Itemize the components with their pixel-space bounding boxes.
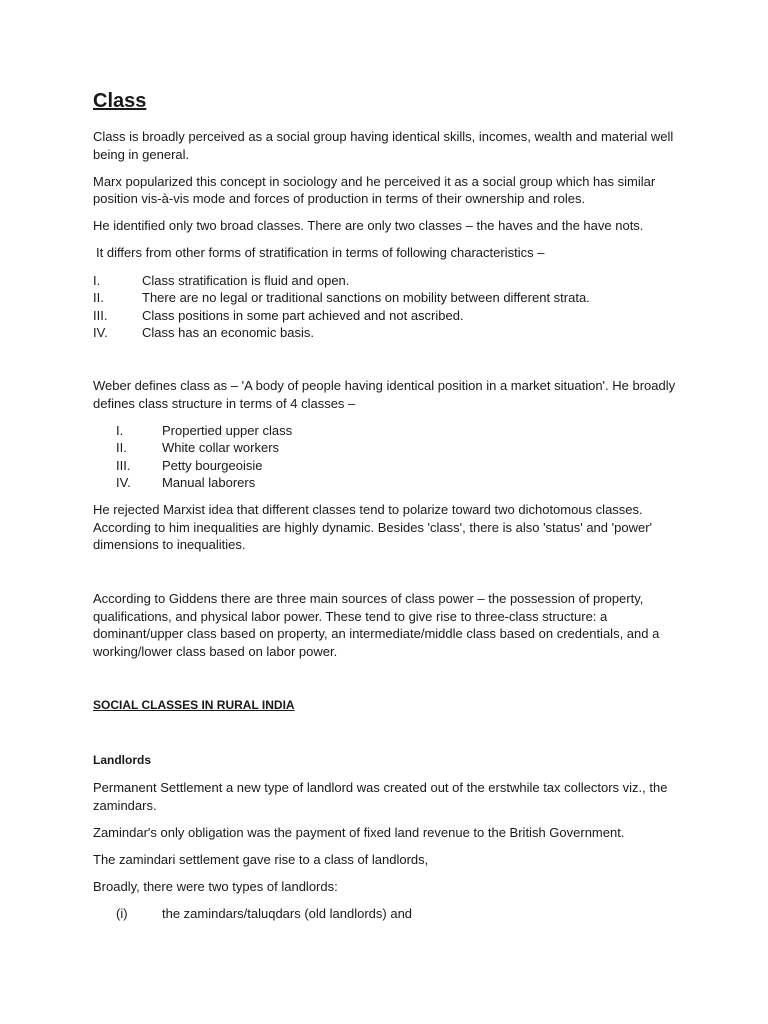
list-text: Petty bourgeoisie bbox=[162, 457, 263, 473]
paragraph-permanent-settlement: Permanent Settlement a new type of landlord was created out of the erstwhile tax collectors viz., the zamindars. bbox=[93, 780, 668, 813]
list-number: I. bbox=[93, 272, 101, 288]
list-item bbox=[93, 905, 683, 923]
list-number: II. bbox=[116, 440, 127, 456]
section-heading: SOCIAL CLASSES IN RURAL INDIA bbox=[93, 698, 295, 713]
paragraph-zamindar-obligation: Zamindar's only obligation was the payment of fixed land revenue to the British Government. bbox=[93, 825, 625, 841]
landlord-types-list bbox=[93, 905, 683, 923]
list-item bbox=[93, 439, 683, 457]
paragraph-weber: Weber defines class as – 'A body of people having identical position in a market situation'. He broadly defines class structure in terms of 4 classes – bbox=[93, 377, 676, 411]
characteristics-list bbox=[93, 272, 683, 342]
list-number: IV. bbox=[116, 475, 131, 491]
blank-line bbox=[93, 351, 683, 377]
list-text: Manual laborers bbox=[162, 475, 256, 491]
blank-line bbox=[93, 563, 683, 590]
paragraph-characteristics-intro: It differs from other forms of stratification in terms of following characteristics – bbox=[96, 245, 545, 261]
list-number: III. bbox=[116, 457, 131, 473]
sub-heading-landlords: Landlords bbox=[93, 752, 152, 767]
paragraph-marx: Marx popularized this concept in sociology and he perceived it as a social group which has similar position vis-à-vis mode and forces of production in terms of their ownership and roles. bbox=[93, 173, 656, 207]
list-item bbox=[93, 307, 683, 325]
paragraph-landlord-types: Broadly, there were two types of landlords: bbox=[93, 879, 338, 895]
list-number: III. bbox=[93, 307, 108, 323]
blank-line bbox=[93, 715, 683, 752]
list-text: the zamindars/taluqdars (old landlords) and bbox=[162, 906, 413, 922]
list-text: White collar workers bbox=[162, 440, 280, 456]
list-item bbox=[93, 422, 683, 440]
weber-classes-list bbox=[93, 422, 683, 492]
page-title: Class bbox=[93, 90, 147, 112]
paragraph-weber-rejection: He rejected Marxist idea that different classes tend to polarize toward two dichotomous classes. According to him inequalities are highly dynamic. Besides 'class', there is also 'status' and 'power' dimensions to inequalities. bbox=[93, 502, 652, 553]
list-number: (i) bbox=[116, 906, 128, 922]
blank-line bbox=[93, 670, 683, 697]
list-text: Class stratification is fluid and open. bbox=[142, 272, 350, 288]
list-text: There are no legal or traditional sanctions on mobility between different strata. bbox=[142, 290, 590, 306]
paragraph-zamindari-settlement: The zamindari settlement gave rise to a class of landlords, bbox=[93, 852, 429, 868]
list-text: Class positions in some part achieved and not ascribed. bbox=[142, 307, 464, 323]
list-item bbox=[93, 272, 683, 290]
list-item bbox=[93, 324, 683, 342]
list-item bbox=[93, 289, 683, 307]
list-number: II. bbox=[93, 290, 104, 306]
list-number: I. bbox=[116, 422, 124, 438]
list-text: Propertied upper class bbox=[162, 422, 293, 438]
document-body bbox=[93, 88, 683, 932]
list-number: IV. bbox=[93, 325, 108, 341]
list-text: Class has an economic basis. bbox=[142, 325, 314, 341]
paragraph-giddens: According to Giddens there are three main sources of class power – the possession of property, qualifications, and physical labor power. These tend to give rise to three-class structure: a dominant/upper class based on property, an intermediate/middle class based on credentials, and a working/lower class based on labor power. bbox=[93, 591, 660, 660]
list-item bbox=[93, 474, 683, 492]
list-item bbox=[93, 457, 683, 475]
paragraph-class-definition: Class is broadly perceived as a social group having identical skills, incomes, wealth and material well being in general. bbox=[93, 129, 674, 162]
paragraph-two-classes: He identified only two broad classes. There are only two classes – the haves and the have nots. bbox=[93, 218, 644, 234]
